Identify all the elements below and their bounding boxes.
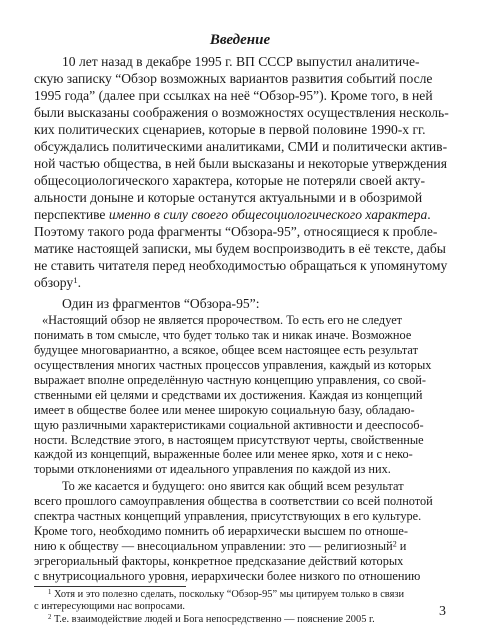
quote-line: всего прошлого самоуправления общества в соответствии со всей полнотой (34, 494, 433, 509)
quote-line: имеет в обществе более или менее широкую социальную базу, обладаю- (34, 402, 415, 417)
text-line (34, 276, 81, 290)
quote-line: каждой из концепций, выраженные более или менее ярко, хотя и с неко- (34, 447, 413, 462)
quote-line: понимать в том смысле, что будет только так и никак иначе. Возможное (34, 327, 412, 342)
quote-line: щую различными характеристиками социальной активности и дееспособ- (34, 417, 424, 432)
quote-line (34, 540, 406, 552)
text-line: скую записку “Обзор возможных вариантов развития событий после (34, 71, 433, 86)
text-span: перспективе (34, 207, 109, 222)
page-title: Введение (209, 32, 271, 48)
text-line: 10 лет назад в декабре 1995 г. ВП СССР выпустил аналитиче- (62, 54, 420, 69)
text-span: и (396, 538, 407, 553)
page-number: 3 (439, 604, 446, 619)
text-span: нию к обществу — внесоциальном управлении: это — религиозный (34, 538, 393, 553)
footnote-mark: 2 (48, 613, 52, 621)
text-line: Поэтому такого рода фрагменты “Обзора-95”, относящиеся к пробле- (34, 224, 438, 239)
text-line: матике настоящей записки, мы будем воспроизводить в её тексте, дабы (34, 241, 446, 256)
footnote-ref[interactable]: 2 (392, 539, 397, 549)
footnote-mark: 1 (48, 588, 52, 596)
text-line: 1995 года” (далее при ссылках на неё “Обзор-95”). Кроме того, в ней (34, 88, 433, 103)
text-line: ной частью общества, в ней были высказаны и некоторые утверждения (34, 156, 447, 171)
footnote-ref[interactable]: 1 (73, 275, 78, 286)
quote-line: ности. Вследствие этого, в настоящем присутствуют черты, свойственные (34, 432, 424, 447)
text-line: общесоциологического характера, которые не потеряли своей акту- (34, 173, 425, 188)
quote-line: осуществления многих частных процессов управления, каждый из которых (34, 357, 432, 372)
quote-line: торыми отклонениями от идеального управления по каждой из них. (34, 462, 391, 477)
text-span: . (427, 207, 431, 222)
quote-line: с внутрисоциального уровня, иерархически более низкого по отношению (34, 568, 421, 583)
text-line: Один из фрагментов “Обзора-95”: (62, 296, 260, 311)
text-line: ких политических сценариев, которые в первой половине 1990-х гг. (34, 122, 426, 137)
quote-line: ственными ей целями и средствами их достижения. Каждая из концепций (34, 387, 423, 402)
text-line: альности доныне и которые останутся актуальными и в обозримой (34, 190, 423, 205)
text-line: не ставить читателя перед необходимостью обращаться к упомянутому (34, 258, 448, 273)
footnote-text: Хотя и это полезно сделать, поскольку “Обзор-95” мы цитируем только в связи (51, 588, 405, 600)
quote-line: «Настоящий обзор не является пророчеством. То есть его не следует (42, 313, 403, 327)
text-line: обсуждались политическими аналитиками, СМИ и политически актив- (34, 139, 448, 154)
text-line (34, 208, 431, 222)
quote-line: выражает вполне определённую частную концепцию управления, со свой- (34, 372, 427, 387)
quote-line: То же касается и будущего: оно явится как общий всем результат (62, 479, 404, 494)
italic-text: именно в силу своего общесоциологического характера (108, 207, 428, 222)
quote-line: Кроме того, необходимо помнить об иерархически высшем по отноше- (34, 524, 408, 539)
quote-line: эгрегориальный факторы, конкретное предсказание действий которых (34, 553, 404, 568)
quote-line: спектра частных концепций управления, присутствующих в его культуре. (34, 509, 422, 524)
footnote-1-cont: с интересующими нас вопросами. (34, 600, 185, 612)
text-line: были высказаны соображения о возможностях осуществления несколь- (34, 105, 449, 120)
quote-line: будущее многовариантно, а всякое, общее всем настоящее есть результат (34, 342, 418, 357)
text-span: . (77, 275, 82, 290)
footnote-text: Т.е. взаимодействие людей и Бога непосредственно — пояснение 2005 г. (51, 613, 375, 625)
text-span: обзору (34, 275, 74, 290)
